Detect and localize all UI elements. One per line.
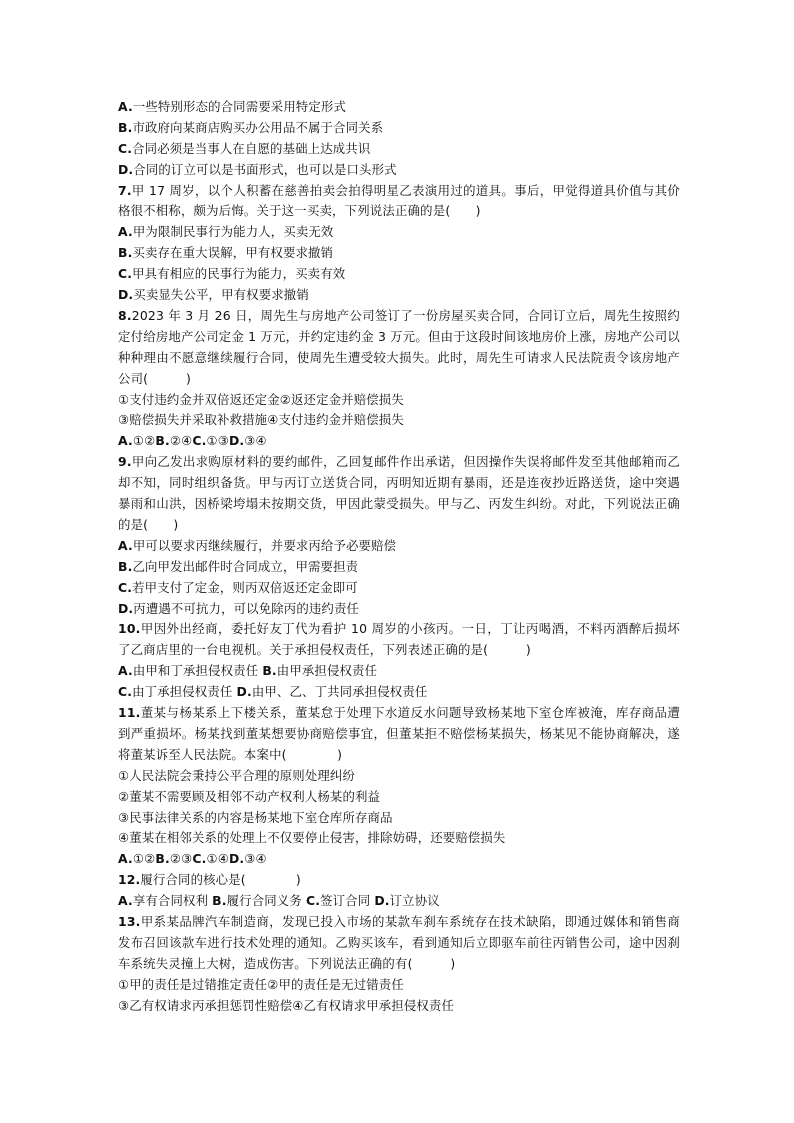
q7-stem: 7.甲 17 周岁，以个人积蓄在慈善拍卖会拍得明星乙表演用过的道具。事后，甲觉得道具价值与其价格很不相称，颇为后悔。关于这一买卖，下列说法正确的是( ) — [118, 182, 680, 219]
q6-option-c: C.合同必须是当事人在自愿的基础上达成共识 — [118, 140, 371, 156]
q11-stem: 11.董某与杨某系上下楼关系，董某怠于处理下水道反水问题导致杨某地下室仓库被淹，库存商品遭到严重损坏。杨某找到董某想要协商赔偿事宜，但董某拒不赔偿杨某损失，杨某见不能协商解决，遂将董某诉至人民法院。本案中( ) — [118, 705, 680, 762]
q11-answer-options: A.①②B.②③C.①④D.③④ — [118, 851, 267, 867]
q9-option-d: D.丙遭遇不可抗力，可以免除丙的违约责任 — [118, 600, 360, 616]
q10-options-cd: C.由丁承担侵权责任 D.由甲、乙、丁共同承担侵权责任 — [118, 684, 428, 700]
q10-options-ab: A.由甲和丁承担侵权责任 B.由甲承担侵权责任 — [118, 663, 378, 679]
q9-stem: 9.甲向乙发出求购原材料的要约邮件，乙回复邮件作出承诺，但因操作失误将邮件发至其他邮箱而乙却不知，同时组织备货。甲与丙订立送货合同，丙明知近期有暴雨，还是连夜抄近路送货，途中突遇暴雨和山洪，因桥梁垮塌未按期交货，甲因此蒙受损失。甲与乙、丙发生纠纷。对此，下列说法正确的是( ) — [118, 454, 680, 532]
q8-item-line-2: ③赔偿损失并采取补救措施④支付违约金并赔偿损失 — [118, 412, 404, 428]
q13-item-line-2: ③乙有权请求丙承担惩罚性赔偿④乙有权请求甲承担侵权责任 — [118, 997, 455, 1013]
q11-item-3: ③民事法律关系的内容是杨某地下室仓库所存商品 — [118, 809, 393, 825]
q6-option-d: D.合同的订立可以是书面形式，也可以是口头形式 — [118, 161, 397, 177]
q8-stem: 8.2023 年 3 月 26 日，周先生与房地产公司签订了一份房屋买卖合同，合同订立后，周先生按照约定付给房地产公司定金 1 万元，并约定违约金 3 万元。但由于这段时间该地房价上涨，房地产公司以种种理由不愿意继续履行合同，使周先生遭受较大损失。此时，周先生可请求人民法院责令该房地产公司( ) — [118, 307, 680, 386]
q11-item-4: ④董某在相邻关系的处理上不仅要停止侵害，排除妨碍，还要赔偿损失 — [118, 830, 506, 846]
q13-stem: 13.甲系某品牌汽车制造商，发现已投入市场的某款车刹车系统存在技术缺陷，即通过媒体和销售商发布召回该款车进行技术处理的通知。乙购买该车，看到通知后立即驱车前往丙销售公司，途中因刹车系统失灵撞上大树，造成伤害。下列说法正确的有( ) — [118, 913, 680, 971]
q6-option-b: B.市政府向某商店购买办公用品不属于合同关系 — [118, 119, 384, 135]
q7-option-d: D.买卖显失公平，甲有权要求撤销 — [118, 287, 309, 303]
q8-answer-options: A.①②B.②④C.①③D.③④ — [118, 433, 267, 449]
q13-item-line-1: ①甲的责任是过错推定责任②甲的责任是无过错责任 — [118, 976, 404, 992]
q10-stem: 10.甲因外出经商，委托好友丁代为看护 10 周岁的小孩丙。一日，丁让丙喝酒，不料丙酒醉后损坏了乙商店里的一台电视机。关于承担侵权责任，下列表述正确的是( ) — [118, 621, 680, 658]
question-page — [118, 97, 680, 1016]
q11-item-2: ②董某不需要顾及相邻不动产权利人杨某的利益 — [118, 788, 381, 804]
q7-option-a: A.甲为限制民事行为能力人，买卖无效 — [118, 224, 334, 240]
q8-item-line-1: ①支付违约金并双倍返还定金②返还定金并赔偿损失 — [118, 391, 404, 407]
q9-option-a: A.甲可以要求丙继续履行，并要求丙给予必要赔偿 — [118, 537, 397, 553]
q12-options: A.享有合同权利 B.履行合同义务 C.签订合同 D.订立协议 — [118, 893, 440, 909]
q9-option-c: C.若甲支付了定金，则丙双倍返还定金即可 — [118, 579, 358, 595]
q7-option-c: C.甲具有相应的民事行为能力，买卖有效 — [118, 266, 346, 282]
q11-item-1: ①人民法院会秉持公平合理的原则处理纠纷 — [118, 767, 355, 783]
q12-stem: 12.履行合同的核心是( ) — [118, 872, 301, 888]
q9-option-b: B.乙向甲发出邮件时合同成立，甲需要担责 — [118, 558, 359, 574]
q7-option-b: B.买卖存在重大误解，甲有权要求撤销 — [118, 245, 334, 261]
q6-option-a: A.一些特别形态的合同需要采用特定形式 — [118, 99, 347, 114]
